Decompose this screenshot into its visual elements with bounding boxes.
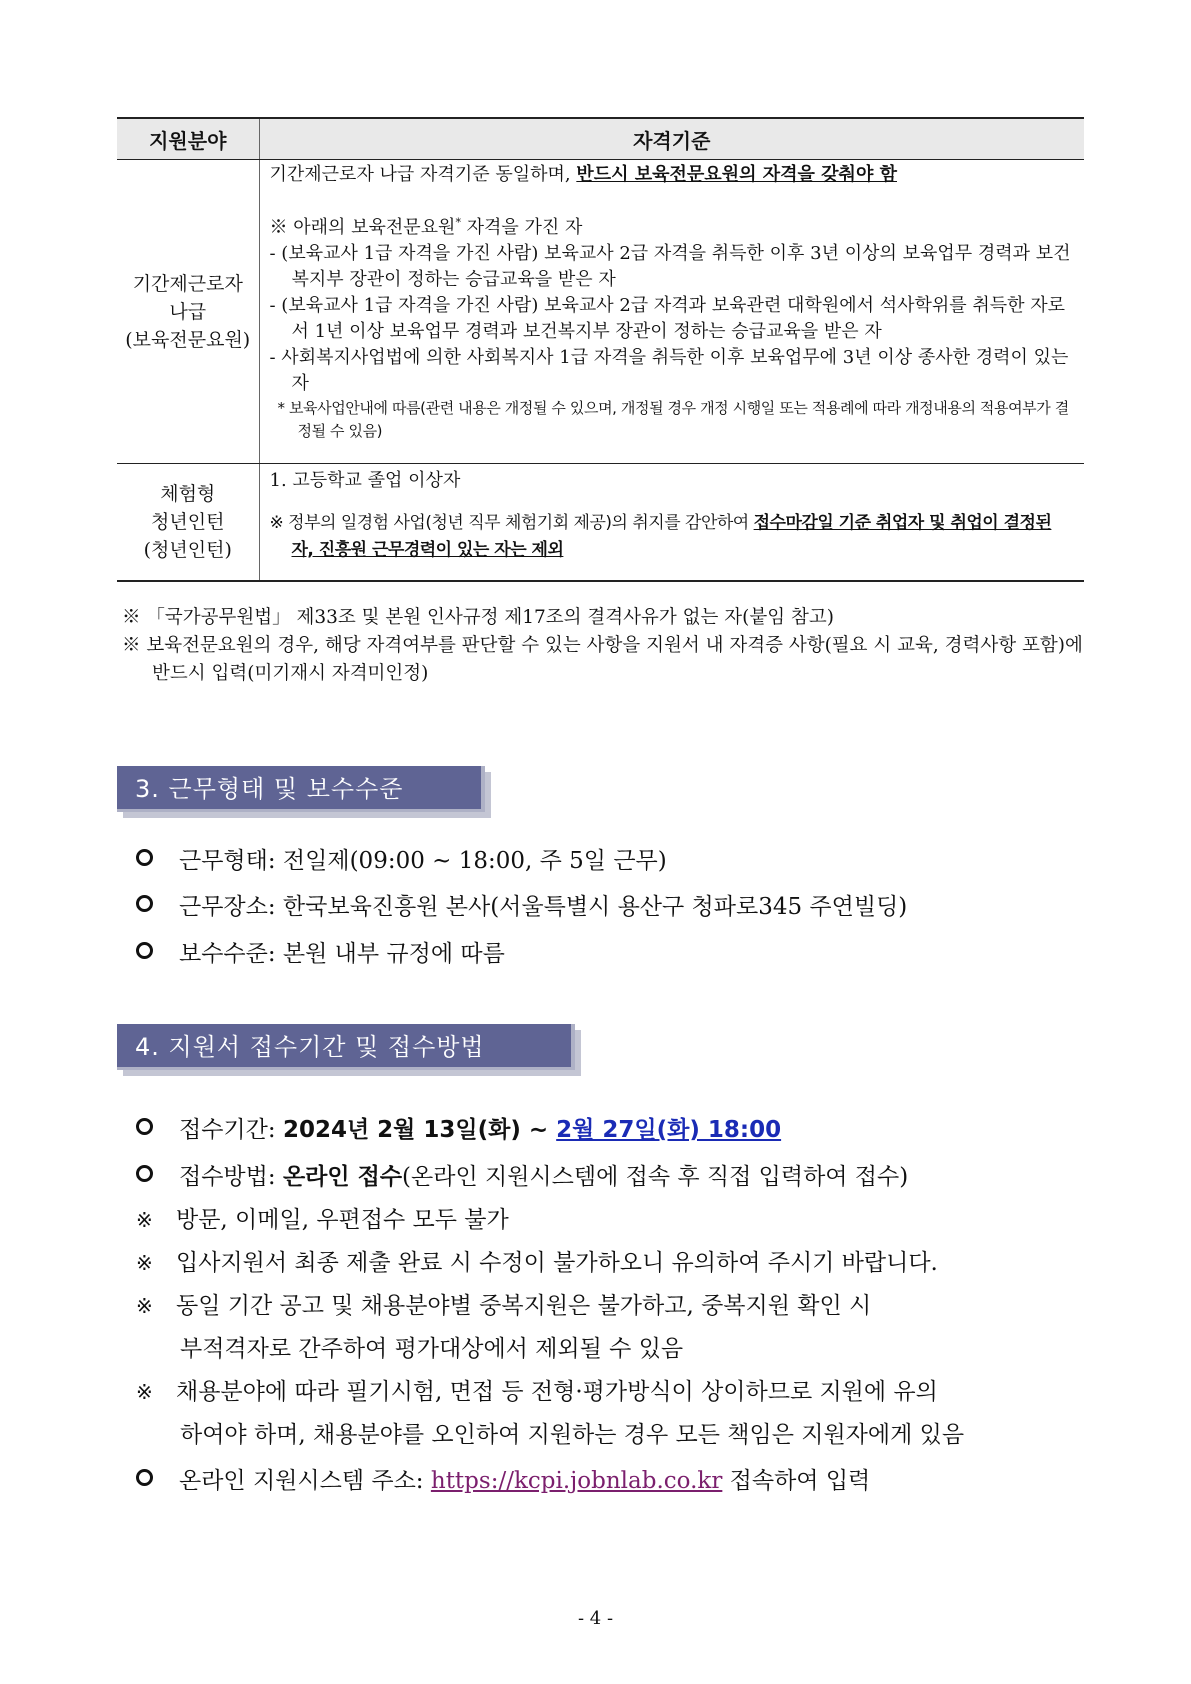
- criteria-note-title: ※ 아래의 보육전문요원* 자격을 가진 자: [269, 216, 583, 238]
- criteria-intro: 기간제근로자 나급 자격기준 동일하며, 반드시 보육전문요원의 자격을 갖춰야 함: [269, 164, 897, 185]
- reference-mark-icon: ※: [136, 1294, 153, 1318]
- application-period: 접수기간: 2024년 2월 13일(화) ~ 2월 27일(화) 18:00: [136, 1115, 781, 1145]
- note-no-offline: ※ 방문, 이메일, 우편접수 모두 불가: [136, 1207, 509, 1233]
- circle-bullet-icon: [136, 1469, 153, 1486]
- criteria-cell-contract: [259, 160, 1084, 464]
- note-expert-certificate: ※ 보육전문요원의 경우, 해당 자격여부를 판단할 수 있는 사항을 지원서 내 자격증 사항(필요 시 교육, 경력사항 포함)에 반드시 입력(미기재시 자격미인정): [122, 635, 1083, 684]
- circle-bullet-icon: [136, 895, 153, 912]
- note-disqualification: ※ 「국가공무원법」 제33조 및 본원 인사규정 제17조의 결격사유가 없는 자(붙임 참고): [122, 607, 834, 628]
- criteria-cell-intern: [259, 464, 1084, 582]
- intern-note: ※ 정부의 일경험 사업(청년 직무 체험기회 제공)의 취지를 감안하여 접수마감일 기준 취업자 및 취업이 결정된 자, 진흥원 근무경력이 있는 자는 제외: [269, 513, 1052, 560]
- note-no-edit: ※ 입사지원서 최종 제출 완료 시 수정이 불가하오니 유의하여 주시기 바랍니다.: [136, 1250, 938, 1276]
- section-4-header: [117, 1024, 575, 1070]
- qualification-table: [117, 117, 1084, 582]
- section-4-title: 4. 지원서 접수기간 및 접수방법: [135, 1033, 485, 1061]
- circle-bullet-icon: [136, 849, 153, 866]
- application-method: 접수방법: 온라인 접수(온라인 지원시스템에 접속 후 직접 입력하여 접수): [136, 1162, 908, 1192]
- reference-mark-icon: ※: [136, 1251, 153, 1275]
- reference-mark-icon: ※: [136, 1380, 153, 1404]
- section-3-header: [117, 766, 485, 812]
- reference-mark-icon: ※: [136, 1208, 153, 1232]
- field-cell-contract: 기간제근로자 나급 (보육전문요원): [117, 160, 259, 464]
- table-notes: [122, 604, 1084, 688]
- online-system-address: 온라인 지원시스템 주소: https://kcpi.jobnlab.co.kr 접속하여 입력: [136, 1466, 870, 1496]
- intern-item-1: 1. 고등학교 졸업 이상자: [269, 470, 461, 491]
- page-number: - 4 -: [577, 1608, 614, 1629]
- header-field: 지원분야: [117, 118, 259, 160]
- section-3-title: 3. 근무형태 및 보수수준: [135, 775, 404, 803]
- circle-bullet-icon: [136, 1165, 153, 1182]
- circle-bullet-icon: [136, 942, 153, 959]
- work-type: 근무형태: 전일제(09:00 ~ 18:00, 주 5일 근무): [136, 846, 667, 876]
- criteria-item-2: - (보육교사 1급 자격을 가진 사람) 보육교사 2급 자격과 보육관련 대학원에서 석사학위를 취득한 자로서 1년 이상 보육업무 경력과 보건복지부 장관이 정하는 승급교육을 받은 자: [269, 295, 1066, 342]
- application-site-link[interactable]: https://kcpi.jobnlab.co.kr: [430, 1468, 723, 1494]
- work-location: 근무장소: 한국보육진흥원 본사(서울특별시 용산구 청파로345 주연빌딩): [136, 892, 907, 922]
- note-duplicate-2: 부적격자로 간주하여 평가대상에서 제외될 수 있음: [180, 1336, 684, 1362]
- field-cell-intern: 체험형 청년인턴 (청년인턴): [117, 464, 259, 582]
- criteria-item-1: - (보육교사 1급 자격을 가진 사람) 보육교사 2급 자격을 취득한 이후 3년 이상의 보육업무 경력과 보건복지부 장관이 정하는 승급교육을 받은 자: [269, 243, 1071, 290]
- note-field-1: ※ 채용분야에 따라 필기시험, 면접 등 전형·평가방식이 상이하므로 지원에 유의: [136, 1379, 938, 1405]
- note-field-2: 하여야 하며, 채용분야를 오인하여 지원하는 경우 모든 책임은 지원자에게 있음: [180, 1422, 965, 1448]
- header-criteria: 자격기준: [259, 118, 1084, 160]
- circle-bullet-icon: [136, 1118, 153, 1135]
- note-duplicate-1: ※ 동일 기간 공고 및 채용분야별 중복지원은 불가하고, 중복지원 확인 시: [136, 1293, 872, 1319]
- criteria-item-3: - 사회복지사업법에 의한 사회복지사 1급 자격을 취득한 이후 보육업무에 3년 이상 종사한 경력이 있는 자: [269, 347, 1069, 394]
- criteria-footnote: * 보육사업안내에 따름(관련 내용은 개정될 수 있으며, 개정될 경우 개정 시행일 또는 적용례에 따라 개정내용의 적용여부가 결정될 수 있음): [277, 399, 1069, 440]
- salary-level: 보수수준: 본원 내부 규정에 따름: [136, 939, 505, 969]
